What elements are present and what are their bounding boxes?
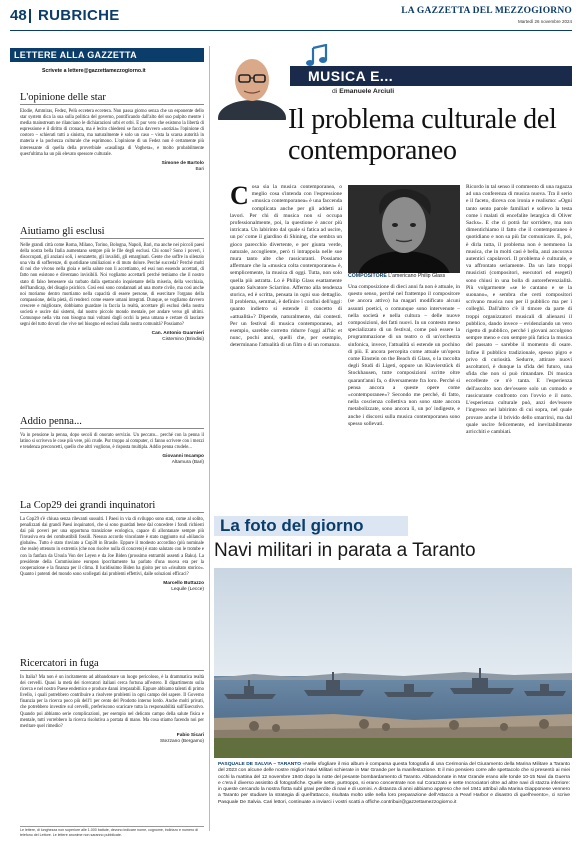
letter-2 bbox=[20, 226, 204, 342]
letter-body: In Italia? Ma non è un incitamento ad abbandonare un luogo pericoloso, è la drammatica realtà dei cervelli. Quasi la metà dei ricercatori italiani cerca fortuna all'estero. Il dipartimento sulla ricerca e nel nostro Paese endemico e produce danni irreparabili. Eppure abbiamo talenti di primo livello, i quali potrebbero contribuire a risolvere problemi in ogni campo del sapere. Il Governo finanzia per la ricerca poco più dell'1 per cento del Prodotto interno lordo. Anche molti privati, che potrebbero investire sul cervelli, preferiscono scaricare tutta la responsabilità sull'Esecutivo. Quando poi abbiamo serie complicazioni, per esempio nel delicato campo della salute fisica e mentale, tutti vorrebbero la ricerca risolutiva a portata di mano. Ma cosa stiamo facendo noi per meritare quel rimedio? bbox=[20, 675, 204, 729]
naval-parade-photo bbox=[214, 568, 572, 758]
page-number: 48 bbox=[10, 7, 27, 24]
letter-location: Bari bbox=[195, 166, 204, 172]
issue-date: Martedì 26 novembre 2024 bbox=[517, 19, 572, 24]
author-portrait bbox=[214, 48, 290, 120]
column-divider bbox=[209, 46, 210, 831]
drop-cap: C bbox=[230, 181, 249, 210]
article-column-1 bbox=[230, 181, 342, 350]
caption-label: COMPOSITORE bbox=[348, 273, 387, 279]
letter-signature: Fabio Sicari bbox=[176, 732, 204, 738]
letter-5 bbox=[20, 658, 204, 744]
caption-text: L'americano Philip Glass bbox=[388, 273, 446, 279]
article-byline bbox=[332, 88, 394, 95]
letters-bar: LETTERE ALLA GAZZETTA bbox=[10, 48, 204, 62]
column-1-text: osa sia la musica contemporanea, o meglio cosa s'intenda con l'espressione «musica contemporanea» è una faccenda complicata anche per gli addetti ai lavori. Per chi di musica non si occupa professionalmente, poi, la questione è ancor più intricata. Un labirinto dal quale si fatica ad uscire, un po' come il giardino di Shining, che sembra un gioco parecchio divertente, e per giunta verde, naturale, accogliente, però ti intrappola nelle sue mura tanto alte che rassicuranti. Possiamo affermare che la «musica colta contemporanea» è, semplicemente, la musica di oggi. Tutta, non solo quella più astratta. Lo è Philip Glass esattamente quanto Salvatore Sciarrino. Affermo alla tendenza storica, ed è scritta, pensata in ogni suo dettaglio. Il problema, semmai, è definire i confini dell'oggi: quanto indietro si estende il concetto di «attualità»? Dipende, naturalmente, dai contesti. Per un festival di musica contemporanea, ad esempio, sarebbe corretto ridurre l'oggi all'hic et nunc, pochi anni, quelli che, per esempio, determinano l'attualità di un film o di un romanzo. bbox=[230, 184, 342, 349]
letter-signature: Simone de Bartolo bbox=[161, 160, 204, 166]
letter-3 bbox=[20, 416, 204, 465]
letter-signature: Giovanni Incampo bbox=[162, 454, 204, 460]
letter-location: Lequile (Lecce) bbox=[171, 586, 204, 592]
letter-1 bbox=[20, 92, 204, 172]
photo-caption bbox=[348, 273, 460, 279]
letter-title: L'opinione delle star bbox=[20, 92, 204, 105]
letter-body: Nelle grandi città come Roma, Milano, Torino, Bologna, Napoli, Bari, ma anche nei piccoli paesi della nostra bella Italia aumentano sempre più le file degli esclusi. Chi sono? Sono i poveri, i disoccupati, gli anziani soli, i senzatetto, gli invalidi, gli emarginati. Gente che soffre in silenzio una vita di sofferenze, di quotidiane umiliazioni e di muto dolore. Perché succeda? Perché molti di noi che vivono nella gioia e nella salute non li accettiamo, ed essi non essendo accettati, di fatto non esistono e diventano invisibili. Noi vogliamo accettarli perché temiamo che il nostro stato di falso benessere sia turbato dalla spettacolo inquietante della miseria, della vecchiaia, dell'handicap, del disagio psichico. Così essi sono condannati ad una morte civile, ma così anche noi moriamo dentro mortiamo nella capacità di essere persone, di esercitare l'organo della compassione, della pietà, di renderci come essere umani integrati. Dunque, se vogliamo davvero crescere e migliorare, dobbiamo guardare in faccia la realtà, accettare gli esclusi della nostra società e uscire dai sistemi, dal nostro piccolo mondo mentale, per andare verso gli ultimi. Comunque nella vita non bisogna mai voltarsi dagli occhi la pena umana e certare di lasciare segni del tutto dovuti che vive nel bisogno ed esclusi dalla nostra comunità? Possiamo? bbox=[20, 243, 204, 328]
article-kicker: MUSICA E... bbox=[290, 66, 572, 86]
caption-author: PASQUALE DE SALVIA – TARANTO bbox=[218, 762, 301, 767]
photo-of-the-day bbox=[214, 516, 574, 834]
article-headline: Il problema culturale del contemporaneo bbox=[288, 104, 557, 166]
byline-author: Emanuele Arciuli bbox=[339, 88, 395, 95]
letter-title: Addio penna... bbox=[20, 416, 204, 429]
photo-of-day-tag: La foto del giorno bbox=[214, 516, 408, 536]
article-column-3: Ricordo in tal senso il commento di una ragazza ad una conferenza di musica nuova. Tra il serio e il faceto, diceva con ironia e realismo: «Ogni tanto sento parole familiari e sollevo la testa come i malati di encefalite letargica di Oliver Sacks». E che ci potrà far sorridere, ma non dimentichiamo il fatto che il contemporaneo è quotidiano e non sa più far comunicare. E, poi, è dirla tutta, il problema non è nemmeno la musica, che in molti casi è bella, anzi ancorava autentici capolavori. Il problema è culturale, e va affrontato seriamente. Da un lato troppi musicisti (compositori, esecutori ed esegeti) sono chiusi in una bolla di autoreferenzialità. Più volgarmente «se le cantano e se la suonano», e sembra che certi compositori scrivano musica non per il pubblico ma per i colleghi. Dall'altro c'è il timore da parte di troppi organizzatori musicali di alienarsi il pubblico, dando invece – evidenziando un vero rigetto di pubblico, perché i giovani accolgono sempre meno e con sempre più fatica la musica del passato – sarebbe il momento di osare. Infine il pubblico tradizionale, spesso pigro e privo di curiosità. Sedurre, attirare nuovi ascoltatori, è dunque la sfida del futuro, una sfida che non si può rimandare. Di musica eccellente ce n'è tanta. E l'esperienza dell'ascolto non dev'essere solo un comodo e rassicurante confronto con l'ovvio e il noto. L'esperienza culturale può, anzi dev'essere l'ingresso nel labirinto di cui sopra, nel quale provare anche il brivido dello smarrirsi, ma dal quale uscire felicemente, ed inevitabilmente arricchiti e cambiati. bbox=[466, 184, 572, 435]
photo-of-day-title: Navi militari in parata a Taranto bbox=[214, 540, 476, 561]
composer-photo bbox=[348, 185, 460, 273]
letter-title: La Cop29 dei grandi inquinatori bbox=[20, 500, 204, 513]
byline-prefix: di bbox=[332, 88, 338, 95]
letter-body: Elodie, Ammiras, Fedez, Pelù eccetera eccetera. Non passa giorno senza che un esponente dello star system dica la sua sulla politica del governo, pontificando dall'alto del suo pulpito mentre i media mainstream ne rilanciano le dichiarazioni urbi et orbi. E pur vero che esistono la libertà di espressione e il diritto di cronaca, ma è lecito chiedersi se faccia davvero «notizia» l'opinione di costoro – schierati tutti a sinistra, ma naturalmente è solo un caso – vista la scarsa autorità in materia e la pochezza culturale che esprimono. L'opinione di un Fedez non è certamente più interessante di quella della proverbiale «casalinga di Voghera», e molto probabilmente quest'ultima ha un più elevato spessore culturale. bbox=[20, 109, 204, 157]
letter-title: Aiutiamo gli esclusi bbox=[20, 226, 204, 239]
letter-title: Ricercatori in fuga bbox=[20, 658, 204, 671]
letters-column bbox=[14, 48, 204, 837]
letters-email bbox=[42, 68, 146, 74]
email-address[interactable]: lettere@gazzettamezzogiorno.it bbox=[67, 68, 146, 74]
newspaper-brand[interactable]: LA GAZZETTA DEL MEZZOGIORNO bbox=[401, 6, 572, 16]
letter-location: Stezzano (Bergamo) bbox=[160, 738, 204, 744]
music-note-icon bbox=[304, 44, 330, 68]
article bbox=[214, 44, 574, 514]
letter-signature: Marcello Buttazzo bbox=[163, 580, 204, 586]
article-column-2: Una composizione di dieci anni fa non è attuale, in questo senso, perché nel frattempo il compositore (se ancora attivo) ha magari modificato alcuni assunti poetici, o comunque sono intervenute – nella società e nella cultura – delle nuove composizioni, dei fatti nuovi. In un contesto meno specializzato di un festival, come può essere la programmazione di un teatro o di un'orchestra sinfonica, invece, l'attualità si estende un pochino di più. E ancora percepita come attuale un'opera come Einstein on the Beach di Glass, o la raccolta degli Studi di Ligeti, oppure un Klavierstück di Stockhausen, tutte composizioni scritte oltre quarant'anni fa, o diversamente fra loro. Perché si pensa ancora a queste opere come «contemporanee»? Secondo me perché, di fatto, nella coscienza collettiva non sono state ancora metabolizzate, sono ancora lì, un po' indigeste, e anche i discorsi sulla musica contemporanea sono spesso sollevati. bbox=[348, 284, 460, 427]
letter-body: La Cop29 s'è chiusa senza rilevanti sussulti. I Paesi in via di sviluppo sono stati, come al solito, penalizzati dai grandi Paesi inquinatori, che si sono guardati bene dal concedere i fondi richiesti dai più poveri per una opportuna transizione ecologica, capace di allontanare sempre più l'invasiva era dei combustibili fossili. Nessun accordo vincolante è stato raggiunto sul «bilancio globale». Tutto è stato rinviato a Cop30 in Brasile. Eppure il modesto accordino (più nominale che reale) ottenuto in extremis (che non risolve nulla di concreto) è stato salutato con le trombe e con la fanfara da Ursula Von der Leyen e da Joe Biden (prossimo entrambi assenti a Baku). La presidente della Commissione europea ipocritamente ha parlato d'una nuova era per la cooperazione e la finanza per il clima. Il lucidissimo Biden ha gioito per un «risultato storico». Quanto i potenti del mondo sono scollegati dai problemi effettivi, dalle soluzioni efficaci? bbox=[20, 517, 204, 577]
letters-footer-note: Le lettere, di lunghezza non superiore alle 1.000 battute, devono indicare nome, cognome, indirizzo e numero di telefono del Lettore. Le lettere anonime non saranno pubblicate. bbox=[20, 826, 204, 837]
caption-body: «Nelle sfogliare il mio album è comparsa questa fotografia di una Cerimonia del Giuramento della Marina Militare a Taranto del 2023 con alcune delle nostre migliori Navi Militari schierate in Mar Grande per la manifestazione. E il mio pensiero corre alle spettacolo che si presentò ai miei occhi la mattina del 12 novembre 1940 dopo la notte del pesante bombardamento di Taranto. Abbandonate in Mar Grande erano alle tonde 10-15 Navi da Guerra e c'era il diverso assistito di fotografiche. Quelle sette, purtroppo, si erano concentrate non sul Corazzato e sette Incrociatori oltre ad altre navi di stazza inferiore: in queste cercando la nostra flotta subì gravi perdite di navi e di uomini. A distanza di anni abbiamo appreso che nel 1941 attribuì alla Marina Giapponese vennero a Taranto per studiare la strategia di quell'attacco, risultata molto utile nella loro preparazione dell'Attacco a Pearl Harbor e disastro di quell'evento», ci scrive Pasquale De Salvia. Cari lettori, continuate a inviarci i vostri scatti a offiche.contribuir@gazzettamezzogiorno.it bbox=[218, 762, 570, 805]
letter-body: Va in pensione la penna, dopo secoli di onorato servizio. Un peccato... perché con la penna il latino si scriveva le cose più vere, più crude. Pur troppo al computer, ci fanno scrivere con i mezzi e tendenza preconcetti, quello che altri vogliono, è risposta multipla. Addio penna crudele... bbox=[20, 433, 204, 451]
photo-of-day-caption bbox=[218, 762, 570, 806]
section-title: RUBRICHE bbox=[38, 7, 120, 24]
email-prefix: Scrivete a bbox=[42, 68, 67, 74]
letter-location: Cisternino (Brindisi) bbox=[162, 337, 204, 343]
page-header bbox=[10, 5, 572, 31]
letter-4 bbox=[20, 500, 204, 592]
letter-location: Altamura (Bari) bbox=[171, 460, 204, 466]
letter-signature: Can. Antonio Guarnieri bbox=[151, 331, 204, 337]
